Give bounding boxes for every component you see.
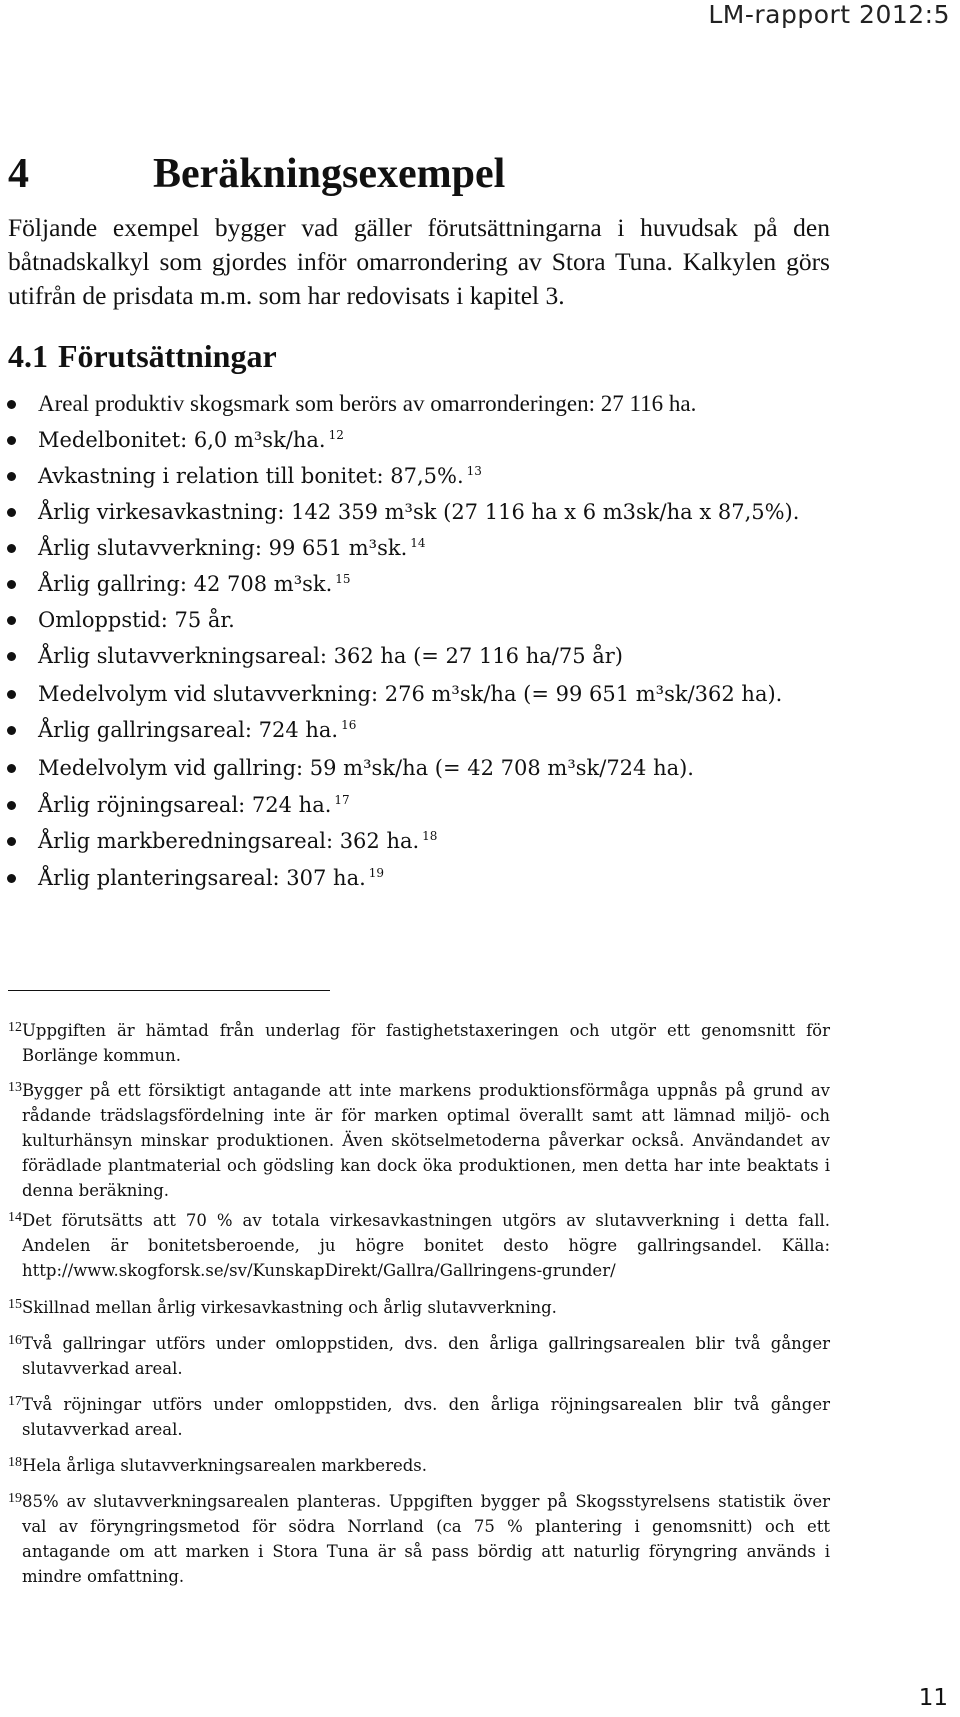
- bullet-icon: [7, 472, 16, 481]
- list-item-text: Årlig gallringsareal: 724 ha.: [38, 718, 339, 742]
- subsection-heading: [8, 338, 277, 375]
- footnote-separator: [8, 990, 330, 991]
- footnote: [8, 1489, 830, 1589]
- list-item-text: Areal produktiv skogsmark som berörs av omarronderingen: 27 116 ha.: [38, 391, 697, 416]
- list-item-text: Årlig slutavverkningsareal: 362 ha (= 27 116 ha/75 år): [38, 644, 623, 668]
- footnote-text: Uppgiften är hämtad från underlag för fastighetstaxeringen och utgör ett genomsnitt för Borlänge kommun.: [22, 1021, 830, 1065]
- list-item-text: Årlig markberedningsareal: 362 ha.: [38, 829, 420, 853]
- footnote-text: Bygger på ett försiktigt antagande att inte markens produktionsförmåga uppnås på grund av rådande trädslagsfördelning inte är för marken optimal överallt samt att lämnad miljö- och kulturhänsyn minskar produktionen. Även skötselmetoderna påverkar också. Användandet av förädlade plantmaterial och gödsling kan dock öka produktionen, men detta har inte beaktats i denna beräkning.: [22, 1081, 830, 1200]
- page-number: 11: [918, 1685, 948, 1711]
- footnote-text: Två röjningar utförs under omloppstiden, dvs. den årliga röjningsarealen blir två gånger slutavverkad areal.: [22, 1395, 830, 1439]
- list-item-text: Medelbonitet: 6,0 m³sk/ha.: [38, 428, 326, 452]
- bullet-icon: [7, 652, 16, 661]
- footnote-number: 14: [8, 1210, 22, 1225]
- section-number: 4: [8, 151, 29, 197]
- footnote-text: Det förutsätts att 70 % av totala virkesavkastningen utgörs av slutavverkning i detta fall. Andelen är bonitetsberoende, ju högre bonitet desto högre gallringsandel. Källa: http://www.skogforsk.se/sv/KunskapDirekt/Gallra/Gallringens-grunder/: [22, 1211, 830, 1280]
- footnote-number: 15: [8, 1297, 22, 1312]
- footnote-number: 12: [8, 1020, 22, 1035]
- footnote-number: 17: [8, 1394, 22, 1409]
- footnote-ref[interactable]: 18: [422, 829, 438, 843]
- list-item-text: Årlig gallring: 42 708 m³sk.: [38, 572, 333, 596]
- bullet-icon: [7, 436, 16, 445]
- footnote-number: 19: [8, 1491, 22, 1506]
- bullet-icon: [7, 837, 16, 846]
- list-item-text: Årlig virkesavkastning: 142 359 m³sk (27 116 ha x 6 m3sk/ha x 87,5%).: [38, 500, 800, 524]
- running-header: LM-rapport 2012:5: [708, 0, 950, 29]
- footnote: [8, 1018, 830, 1068]
- footnote-ref[interactable]: 12: [328, 428, 344, 442]
- bullet-icon: [7, 580, 16, 589]
- bullet-icon: [7, 801, 16, 810]
- footnote-ref[interactable]: 16: [341, 718, 357, 732]
- list-item-text: Årlig planteringsareal: 307 ha.: [38, 866, 366, 890]
- footnote-text: Hela årliga slutavverkningsarealen markbereds.: [22, 1456, 427, 1475]
- footnote: [8, 1453, 830, 1478]
- footnote-ref[interactable]: 13: [466, 464, 482, 478]
- subsection-title: Förutsättningar: [58, 338, 277, 374]
- footnote-number: 18: [8, 1455, 22, 1470]
- footnote-ref[interactable]: 17: [334, 793, 350, 807]
- bullet-icon: [7, 690, 16, 699]
- footnote: [8, 1295, 830, 1320]
- footnote: [8, 1078, 830, 1203]
- footnote-number: 13: [8, 1080, 22, 1095]
- list-item-text: Medelvolym vid slutavverkning: 276 m³sk/ha (= 99 651 m³sk/362 ha).: [38, 682, 783, 706]
- footnote: [8, 1208, 830, 1283]
- bullet-icon: [7, 764, 16, 773]
- footnote-ref[interactable]: 19: [368, 866, 385, 880]
- footnote: [8, 1392, 830, 1442]
- list-item-text: Medelvolym vid gallring: 59 m³sk/ha (= 42 708 m³sk/724 ha).: [38, 756, 694, 780]
- footnote: [8, 1331, 830, 1381]
- bullet-icon: [7, 508, 16, 517]
- intro-paragraph: Följande exempel bygger vad gäller förutsättningarna i huvudsak på den båtnadskalkyl som gjordes inför omarrondering av Stora Tuna. Kalkylen görs utifrån de prisdata m.m. som har redovisats i kapitel 3.: [8, 213, 830, 310]
- subsection-number: 4.1: [8, 338, 48, 374]
- section-title: Beräkningsexempel: [153, 151, 506, 197]
- section-heading: [8, 150, 505, 198]
- footnote-text: Två gallringar utförs under omloppstiden, dvs. den årliga gallringsarealen blir två gånger slutavverkad areal.: [22, 1334, 830, 1378]
- footnote-ref[interactable]: 14: [410, 536, 426, 550]
- list-item-text: Årlig slutavverkning: 99 651 m³sk.: [38, 536, 408, 560]
- bullet-icon: [7, 544, 16, 553]
- list-item-text: Avkastning i relation till bonitet: 87,5%.: [38, 464, 464, 488]
- footnote-number: 16: [8, 1333, 22, 1348]
- bullet-icon: [7, 874, 16, 883]
- bullet-icon: [7, 400, 16, 409]
- bullet-icon: [7, 616, 16, 625]
- footnote-text: 85% av slutavverkningsarealen planteras. Uppgiften bygger på Skogsstyrelsens statistik över val av föryngringsmetod för södra Norrland (ca 75 % plantering i genomsnitt) och ett antagande om att marken i Stora Tuna är så pass bördig att naturlig föryngring används i mindre omfattning.: [22, 1492, 830, 1586]
- list-item-text: Årlig röjningsareal: 724 ha.: [38, 793, 332, 817]
- footnote-text: Skillnad mellan årlig virkesavkastning och årlig slutavverkning.: [22, 1298, 557, 1317]
- list-item-text: Omloppstid: 75 år.: [38, 608, 235, 632]
- bullet-icon: [7, 726, 16, 735]
- footnote-ref[interactable]: 15: [335, 572, 351, 586]
